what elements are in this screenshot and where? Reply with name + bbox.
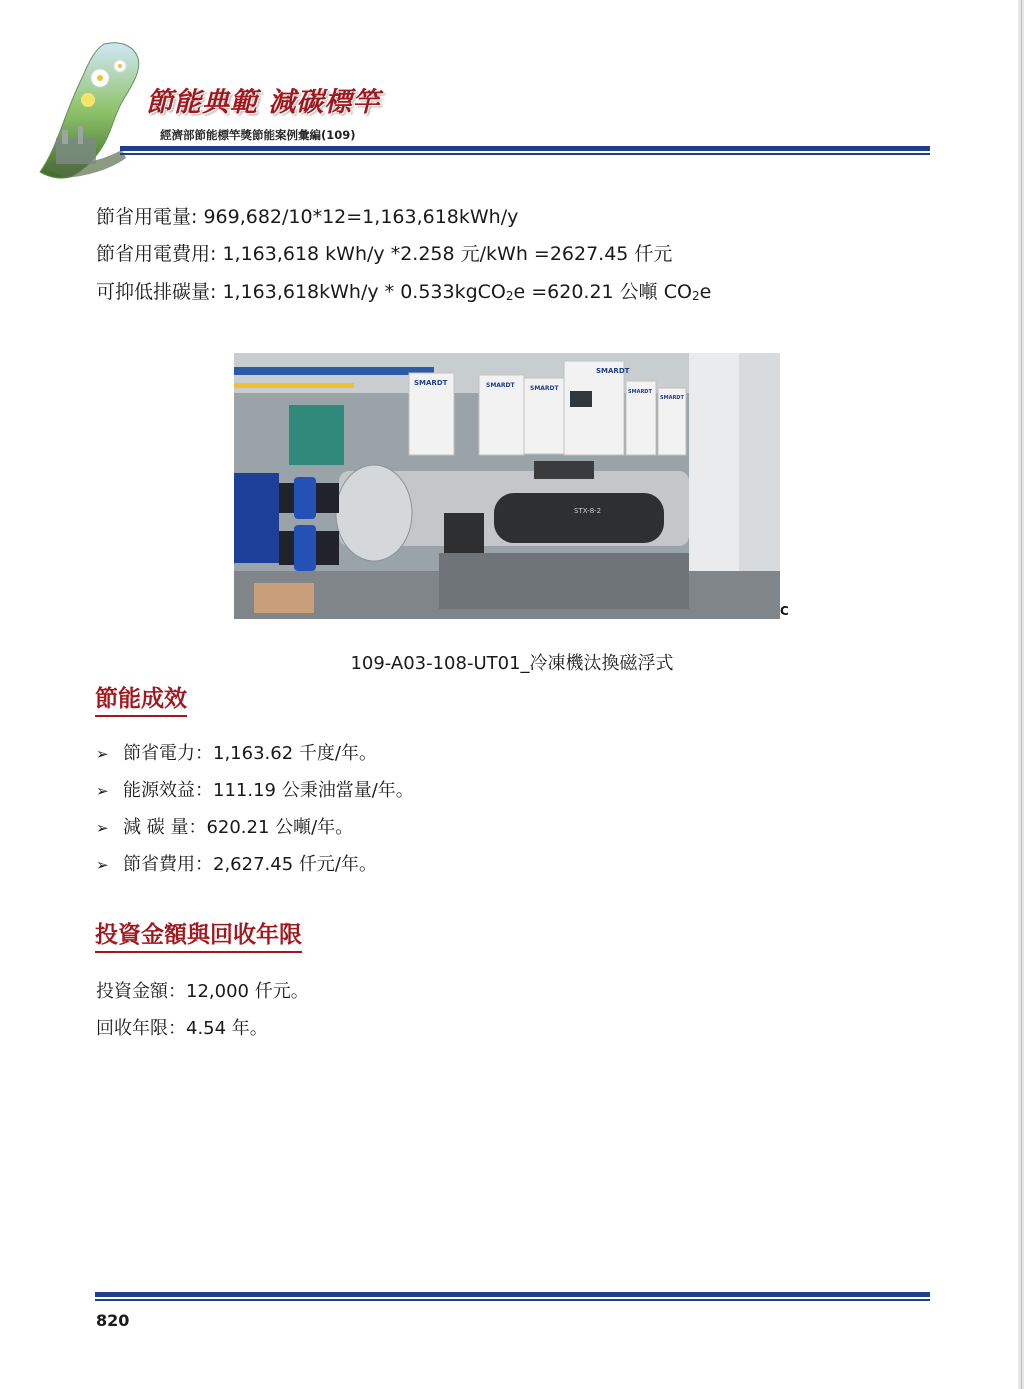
- photo-corner-mark: C: [780, 604, 789, 618]
- page-edge: [1018, 0, 1024, 1389]
- effect-item-text: 節省電力：1,163.62 千度/年。: [123, 743, 377, 764]
- panel-label: SMARDT: [628, 389, 652, 395]
- arrow-bullet-icon: ➢: [96, 745, 109, 763]
- effect-item-energy: [96, 776, 414, 802]
- effect-item-carbon: [96, 813, 353, 839]
- investment-heading: 投資金額與回收年限: [95, 916, 302, 953]
- effect-item-text: 節省費用：2,627.45 仟元/年。: [123, 854, 377, 875]
- header-rule: [120, 146, 930, 151]
- brand-subtitle: 經濟部節能標竿獎節能案例彙編(109): [160, 128, 356, 142]
- panel-label: SMARDT: [414, 379, 448, 387]
- investment-amount: 投資金額：12,000 仟元。: [96, 981, 309, 1002]
- brand-title: 節能典範 減碳標竿: [146, 87, 381, 118]
- panel-label: SMARDT: [486, 382, 515, 389]
- effect-item-text: 能源效益：111.19 公秉油當量/年。: [123, 780, 414, 801]
- panel-label: SMARDT: [530, 385, 559, 392]
- header-rule-thin: [120, 153, 930, 155]
- carbon-calc-part2: e =620.21 公噸 CO: [513, 281, 692, 303]
- payback-period: 回收年限：4.54 年。: [96, 1018, 268, 1039]
- savings-cost-calc: 節省用電費用: 1,163,618 kWh/y *2.258 元/kWh =2627.45 仟元: [96, 243, 673, 265]
- footer-rule-thin: [95, 1299, 930, 1301]
- photo-caption: 109-A03-108-UT01_冷凍機汰換磁浮式: [350, 653, 674, 674]
- carbon-reduction-calc: [96, 277, 711, 304]
- chiller-illustration: [234, 353, 780, 619]
- panel-label: SMARDT: [660, 395, 684, 401]
- arrow-bullet-icon: ➢: [96, 856, 109, 874]
- effects-heading: 節能成效: [95, 680, 187, 717]
- effect-item-text: 減 碳 量：620.21 公噸/年。: [123, 817, 354, 838]
- arrow-bullet-icon: ➢: [96, 782, 109, 800]
- carbon-calc-part1: 可抑低排碳量: 1,163,618kWh/y * 0.533kgCO: [96, 281, 506, 303]
- effect-item-electricity: [96, 739, 377, 765]
- page-number: 820: [96, 1311, 130, 1330]
- carbon-calc-part3: e: [699, 281, 712, 303]
- taiwan-logo-icon: [26, 38, 161, 183]
- arrow-bullet-icon: ➢: [96, 819, 109, 837]
- pipe-label: STX-8-2: [574, 507, 602, 515]
- panel-label: SMARDT: [596, 367, 630, 375]
- footer-rule: [95, 1292, 930, 1297]
- effect-item-cost: [96, 850, 377, 876]
- savings-electricity-calc: 節省用電量: 969,682/10*12=1,163,618kWh/y: [96, 206, 519, 228]
- chiller-photo: [234, 353, 780, 619]
- subscript-2: 2: [505, 289, 514, 303]
- subscript-2: 2: [691, 289, 700, 303]
